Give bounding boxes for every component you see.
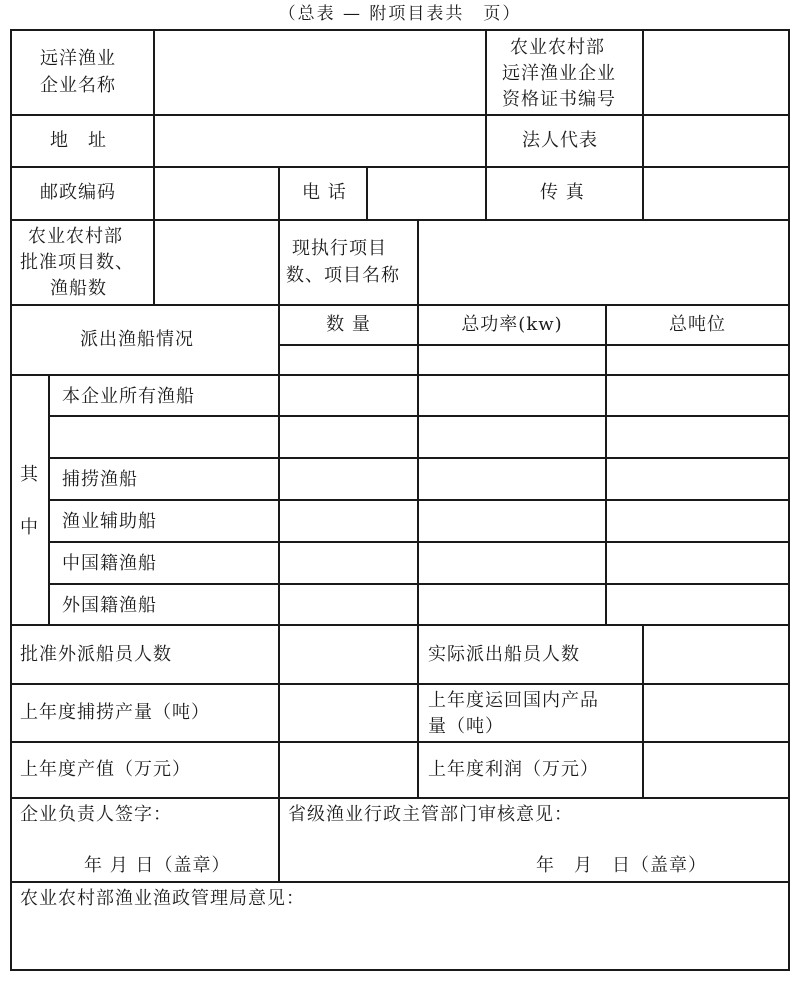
column-header-quantity: 数 量: [326, 314, 371, 335]
col-divider: [417, 624, 419, 797]
column-header-tonnage: 总吨位: [669, 314, 726, 335]
row-divider: [10, 683, 790, 685]
row-divider: [10, 797, 790, 799]
row-divider: [48, 499, 790, 501]
row-divider: [10, 881, 790, 883]
vessel-row-label: 渔业辅助船: [62, 511, 157, 532]
col-divider: [642, 29, 644, 219]
profit-label: 上年度利润（万元）: [428, 759, 599, 780]
col-divider: [417, 304, 419, 624]
col-divider: [153, 219, 155, 304]
col-divider: [153, 29, 155, 219]
current-projects-label: 现执行项目: [292, 238, 387, 259]
col-divider: [48, 374, 50, 624]
legal-representative-label: 法人代表: [522, 130, 598, 151]
col-divider: [605, 304, 607, 624]
approved-projects-label: 批准项目数、: [20, 252, 134, 273]
group-label: 中: [20, 517, 39, 538]
col-divider: [278, 219, 280, 304]
returned-product-label: 量（吨）: [428, 716, 504, 737]
phone-label: 电 话: [302, 182, 347, 203]
vessel-row-label: 中国籍渔船: [62, 553, 157, 574]
table-border-top: [10, 29, 790, 31]
company-name-label: 企业名称: [40, 75, 116, 96]
row-divider: [10, 374, 790, 376]
ministry-opinion-label: 农业农村部渔业渔政管理局意见：: [20, 888, 305, 909]
vessel-section-label: 派出渔船情况: [80, 329, 194, 350]
col-divider: [278, 797, 280, 881]
row-divider: [278, 344, 790, 346]
row-divider: [48, 541, 790, 543]
company-stamp-date: 年 月 日（盖章）: [84, 855, 231, 876]
vessel-row-label: 外国籍渔船: [62, 595, 157, 616]
table-border-bottom: [10, 969, 790, 971]
col-divider: [278, 166, 280, 219]
postcode-label: 邮政编码: [40, 182, 116, 203]
company-signature-label: 企业负责人签字：: [20, 804, 172, 825]
current-projects-label: 数、项目名称: [286, 265, 400, 286]
col-divider: [642, 624, 644, 797]
col-divider: [278, 304, 280, 624]
column-header-power: 总功率(kw): [461, 314, 563, 335]
certificate-number-label: 资格证书编号: [502, 89, 616, 110]
address-label: 地 址: [50, 130, 107, 151]
group-label: 其: [20, 464, 39, 485]
certificate-number-label: 农业农村部: [510, 37, 605, 58]
row-divider: [10, 166, 790, 168]
vessel-row-label: 本企业所有渔船: [62, 386, 195, 407]
table-border-right: [788, 29, 790, 971]
vessel-row-label: 捕捞渔船: [62, 469, 138, 490]
certificate-number-label: 远洋渔业企业: [502, 63, 616, 84]
col-divider: [417, 219, 419, 304]
form-header: （总表 — 附项目表共 页）: [278, 4, 522, 24]
row-divider: [10, 114, 790, 116]
row-divider: [48, 415, 790, 417]
row-divider: [48, 583, 790, 585]
output-value-label: 上年度产值（万元）: [20, 759, 191, 780]
row-divider: [10, 624, 790, 626]
actual-crew-label: 实际派出船员人数: [428, 644, 580, 665]
col-divider: [366, 166, 368, 219]
province-opinion-label: 省级渔业行政主管部门审核意见：: [288, 804, 573, 825]
col-divider: [485, 29, 487, 219]
row-divider: [10, 219, 790, 221]
col-divider: [278, 624, 280, 797]
company-name-label: 远洋渔业: [40, 48, 116, 69]
catch-output-label: 上年度捕捞产量（吨）: [20, 702, 210, 723]
approved-crew-label: 批准外派船员人数: [20, 644, 172, 665]
returned-product-label: 上年度运回国内产品: [428, 690, 599, 711]
approved-projects-label: 农业农村部: [28, 226, 123, 247]
table-border-left: [10, 29, 12, 971]
province-stamp-date: 年 月 日（盖章）: [536, 855, 707, 876]
approved-projects-label: 渔船数: [50, 278, 107, 299]
fax-label: 传 真: [540, 182, 585, 203]
row-divider: [48, 457, 790, 459]
row-divider: [10, 304, 790, 306]
row-divider: [10, 741, 790, 743]
